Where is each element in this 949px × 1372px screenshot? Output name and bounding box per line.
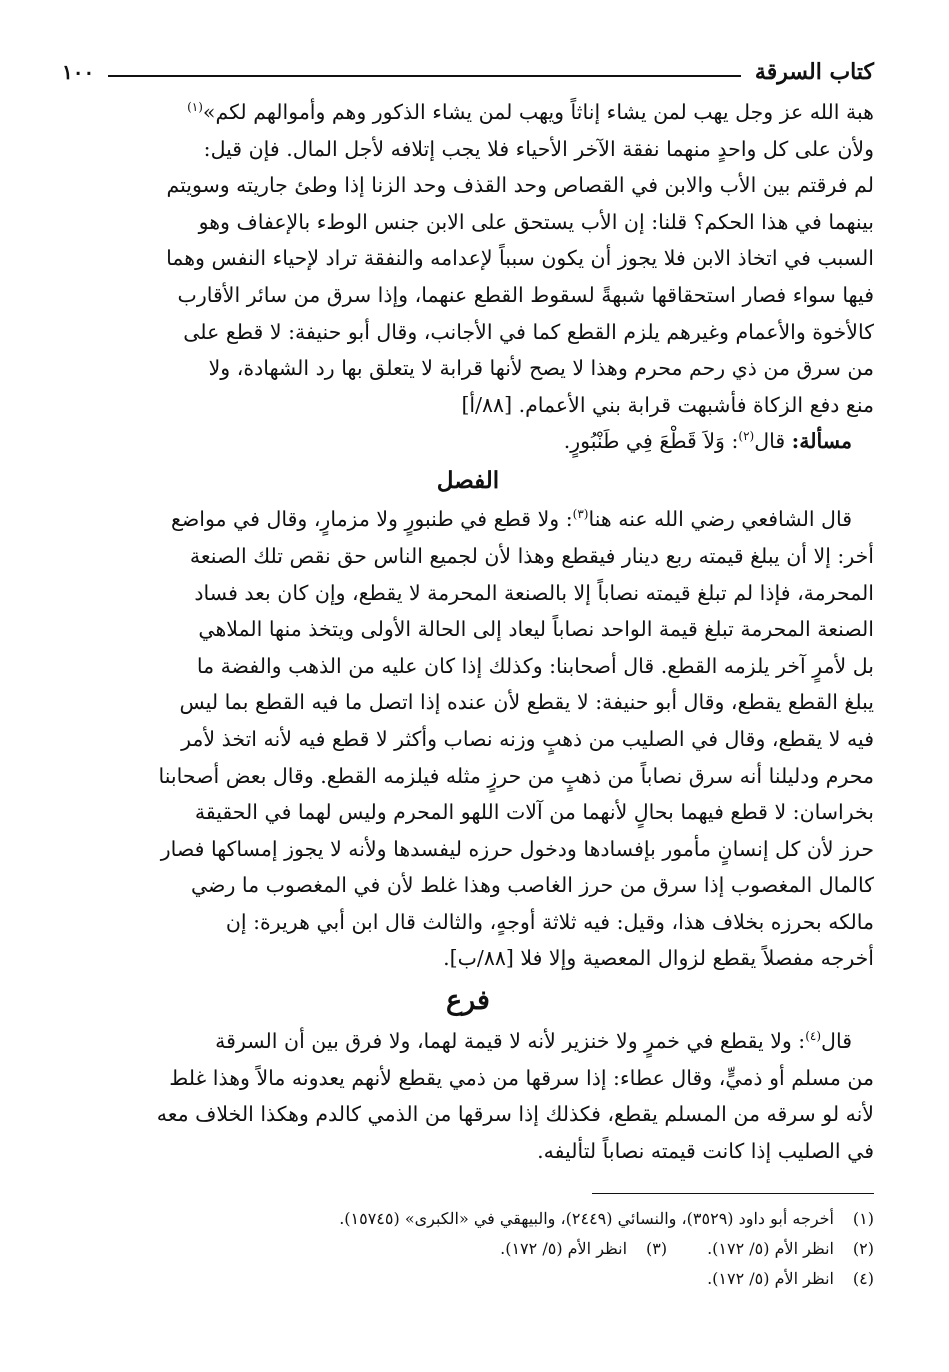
footnote-ref: (١) bbox=[187, 100, 203, 115]
paragraph-3 bbox=[62, 1023, 874, 1169]
masala-label: مسألة: bbox=[791, 429, 852, 454]
text-line: الصنعة المحرمة تبلغ قيمة الواحد نصاباً ليعاد إلى الحالة الأولى ويتخذ منها الملاهي bbox=[198, 617, 874, 642]
text-line: مالكه بحرزه بخلاف هذا، وقيل: فيه ثلاثة أوجهٍ، والثالث قال ابن أبي هريرة: إن bbox=[225, 909, 874, 934]
text-line: من سرق من ذي رحم محرم وهذا لا يصح لأنها قرابة لا يتعلق بها رد الشهادة، ولا bbox=[208, 356, 874, 381]
text-line: بخراسان: لا قطع فيهما بحالٍ لأنهما من آلات اللهو المحرم وليس لهما في الحقيقة bbox=[194, 800, 874, 825]
footnote-number: (١) bbox=[852, 1209, 874, 1229]
text-line: حرز لأن كل إنسانٍ مأمور بإفسادها ودخول حرزه ليفسدها ولأنه لا يجوز إمساكها فصار bbox=[160, 836, 874, 861]
header-rule bbox=[108, 75, 741, 77]
footnote-ref: (٢) bbox=[738, 429, 755, 444]
footnotes bbox=[62, 1204, 874, 1294]
footnote-separator bbox=[592, 1193, 874, 1194]
text-line: قال الشافعي رضي الله عنه هنا$^{(٣)}$: ولا قطع في طنبورٍ ولا مزمارٍ، وقال في مواضع bbox=[170, 507, 852, 532]
text-line: أخرجه مفصلاً يقطع لزوال المعصية وإلا فلا [٨٨/ب]. bbox=[443, 946, 874, 971]
footnote-text: انظر الأم (٥/ ١٧٢). bbox=[707, 1269, 834, 1289]
text-line: من مسلم أو ذميٍّ، وقال عطاء: إذا سرقها من ذمي يقطع لأنهم يعدونه مالاً وهذا غلط bbox=[169, 1065, 874, 1090]
page-number: ١٠٠ bbox=[62, 60, 95, 84]
text-line: كالأخوة والأعمام وغيرهم يلزم القطع كما في الأجانب، وقال أبو حنيفة: لا قطع على bbox=[183, 319, 874, 344]
text-line: أخر: إلا أن يبلغ قيمته ربع دينار فيقطع وهذا لأن لجميع الناس حق نقص تلك الصنعة bbox=[189, 543, 874, 568]
page-header bbox=[62, 52, 874, 92]
footnote-ref: (٤) bbox=[805, 1029, 822, 1044]
text-line: محرم ودليلنا أنه سرق نصاباً من ذهبٍ من حرزٍ مثله فيلزمه القطع. وقال بعض أصحابنا bbox=[158, 763, 874, 788]
text-line: قال$^{(٤)}$: ولا يقطع في خمرٍ ولا خنزير لأنه لا قيمة لهما، ولا فرق بين أن السرقة bbox=[215, 1029, 852, 1054]
text-line: منع دفع الزكاة فأشبهت قرابة بني الأعمام. [٨٨/أ] bbox=[461, 392, 874, 417]
footnote-item bbox=[62, 1204, 874, 1234]
text-line: في الصليب إذا كانت قيمته نصاباً لتأليفه. bbox=[537, 1138, 874, 1163]
text-line: هبة الله عز وجل يهب لمن يشاء إناثاً ويهب لمن يشاء الذكور وهم وأموالهم لكم»$^{(١)}$ bbox=[187, 100, 874, 124]
text-line: كالمال المغصوب إذا سرق من حرز الغاصب وهذا غلط لأن في المغصوب ما رضي bbox=[190, 873, 874, 898]
footnote-number: (٣) bbox=[645, 1239, 668, 1259]
text-line: لم فرقتم بين الأب والابن في القصاص وحد القذف وحد الزنا إذا وطئ جاريته وسويتم bbox=[166, 173, 874, 198]
footnote-item bbox=[62, 1234, 874, 1264]
text-line: بينهما في هذا الحكم؟ قلنا: إن الأب يستحق على الابن جنس الوطء بالإعفاف وهو bbox=[198, 209, 874, 234]
footnote-ref: (٣) bbox=[572, 507, 589, 522]
text-line: المحرمة، فإذا لم تبلغ قيمته نصاباً إلا بالصنعة المحرمة لا يقطع، وإن كان بعد فساد bbox=[194, 580, 874, 605]
footnote-item bbox=[62, 1264, 874, 1294]
footnote-number: (٢) bbox=[852, 1239, 874, 1259]
footnote-text: أخرجه أبو داود (٣٥٢٩)، والنسائي (٢٤٤٩)، والبيهقي في «الكبرى» (١٥٧٤٥). bbox=[339, 1209, 834, 1229]
paragraph-1 bbox=[62, 94, 874, 423]
footnote-text: انظر الأم (٥/ ١٧٢). bbox=[707, 1239, 834, 1259]
footnote-number: (٤) bbox=[852, 1269, 874, 1289]
text-line: فيها سواء فصار استحقاقها شبهةً لسقوط القطع عنهما، وإذا سرق من سائر الأقارب bbox=[177, 282, 874, 307]
masala-line: مسألة: قال$^{(٢)}$: وَلاَ قَطْعَ فِي طَنْبُورٍ. bbox=[563, 429, 852, 454]
footnote-text: انظر الأم (٥/ ١٧٢). bbox=[500, 1239, 628, 1259]
document-page bbox=[62, 52, 874, 1294]
section-title-far: فرع bbox=[446, 985, 490, 1017]
text-line: بل لأمرٍ آخر يلزمه القطع. قال أصحابنا: وكذلك إذا كان عليه من الذهب والفضة ما bbox=[196, 653, 874, 678]
paragraph-2 bbox=[62, 501, 874, 977]
section-title-fasl: الفصل bbox=[436, 467, 500, 495]
text-line: فيه لا يقطع، وقال في الصليب من ذهبٍ وزنه نصاب وأكثر لا قطع فيه لأنه اتخذ لأمر bbox=[181, 726, 874, 751]
text-line: السبب في اتخاذ الابن فلا يجوز أن يكون سبباً لإعدامه والنفقة تراد لإحياء النفس وهما bbox=[166, 246, 874, 271]
text-line: ولأن على كل واحدٍ منهما نفقة الآخر الأحياء فلا يجب إتلافه لأجل المال. فإن قيل: bbox=[203, 136, 874, 161]
text-line: يبلغ القطع يقطع، وقال أبو حنيفة: لا يقطع لأن عنده إذا اتصل ما فيه القطع بما ليس bbox=[179, 690, 874, 715]
text-line: لأنه لو سرقه من المسلم يقطع، فكذلك إذا سرقها من الذمي كالدم وهكذا الخلاف معه bbox=[156, 1102, 874, 1127]
book-title: كتاب السرقة bbox=[754, 59, 874, 85]
